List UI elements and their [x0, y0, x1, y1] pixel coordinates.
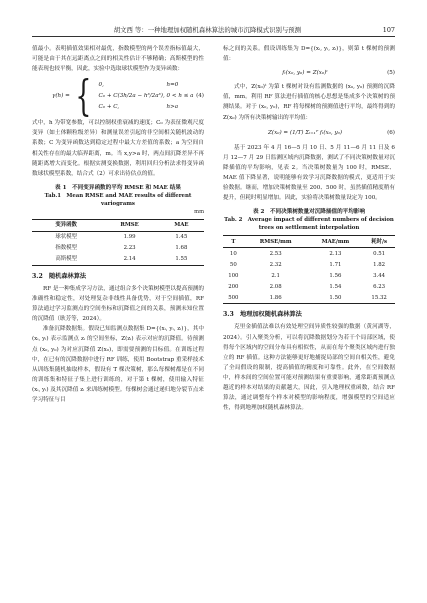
right-column [223, 44, 395, 413]
table-cell: 6.23 [373, 283, 386, 290]
table-cell: 50 [229, 261, 237, 268]
table-cell: 2.13 [329, 250, 342, 257]
table-cell: 1.99 [123, 234, 136, 241]
paragraph: 式中，Z(x₀)ᵗ 为第 t 棵树对设有监测数据的 (x₀, y₀) 预测的沉降值，mm。利用 RF 算法进行插值的核心思想是集成多个决策树的预测结果。对于 (x₀, y₀)，RF 将每棵树的预测值进行平均，最终得到的 Z(x₀) 为所有决策树输出的平均值： [223, 84, 395, 121]
table-cell: 2.23 [123, 245, 136, 252]
table-header-row [223, 236, 395, 248]
equation-4 [52, 71, 204, 121]
table-1-caption-en: Tab.1 Mean RMSE and MAE results of different variograms [44, 192, 192, 207]
table-header-cell: 耗时/s [371, 238, 387, 245]
table-1-caption-cn: 表 1 不同变异函数的平均 RMSE 和 MAE 结果 [55, 184, 181, 191]
table-row [223, 281, 395, 292]
table-row [32, 243, 204, 254]
table-cell: 1.71 [329, 261, 342, 268]
equation-5 [223, 68, 395, 78]
table-1 [32, 219, 204, 266]
table-row [32, 231, 204, 243]
page-number: 107 [382, 26, 395, 34]
case-cond: h=0 [166, 81, 179, 88]
table-cell: 指数模型 [55, 245, 77, 252]
section-heading: 3.2 随机森林算法 [32, 272, 87, 280]
table-header-row [32, 219, 204, 231]
table-cell: 500 [228, 294, 239, 301]
brace-glyph: { [75, 71, 92, 121]
table-cell: 1.54 [329, 283, 342, 290]
table-cell: 高斯模型 [55, 256, 77, 263]
equation-body: Z(x₀) = (1/T) Σₜ₌₁ᵀ fₜ(x₀, y₀) [268, 129, 343, 136]
table-cell: 1.45 [175, 234, 188, 241]
table-cell: 0.51 [373, 250, 386, 257]
table-cell: 10 [229, 250, 237, 257]
table-cell: 100 [228, 272, 239, 279]
case-cond: 0 < h ≤ a [166, 92, 194, 99]
table-cell: 2.32 [269, 261, 282, 268]
table-header-cell: MAE [174, 222, 189, 229]
table-cell: 2.1 [271, 272, 280, 279]
equation-cases [99, 80, 194, 113]
case-cond: h>a [166, 103, 179, 110]
table-row [223, 248, 395, 260]
table-2-caption-en: Tab. 2 Average impact of different numbers of decision trees on settlement interpolation [224, 217, 394, 232]
left-column [32, 44, 204, 405]
table-cell: 1.86 [269, 294, 282, 301]
paragraph: 基于 2023 年 4 月 16—5 月 10 日、5 月 11—6 月 11 日及 6 月 12—7 月 29 日监测区域内沉降数据，测试了不同决策树数量对沉降插值的平均影响，见表 2。当决策树数量为 100 时，RMSE、MAE 值下降显著，说明能够有效学习沉降数据的模式，更适用于实验数据。继而，增加决策树数量至 200、500 时，虽然插值精度稍有提升，但耗时明显增加。因此，实验将决策树数量设定为 100。 [223, 144, 395, 202]
equation-6 [223, 128, 395, 138]
section-heading: 3.3 地理加权随机森林算法 [223, 311, 302, 319]
paragraph: RF 是一种集成学习方法，通过组合多个决策树模型以提高预测的准确性和稳定性，对处理复杂非线性具备优势，对于空间插值，RF 算法通过学习监测点的空间坐标和沉降值之间的关系，预测未知位置的沉降值（耿芳等，2024）。 [32, 285, 204, 323]
table-cell: 2.14 [123, 256, 136, 263]
table-cell: 球状模型 [55, 234, 77, 241]
equation-number: (5) [387, 70, 395, 77]
table-cell: 2.08 [269, 283, 282, 290]
paragraph: 标之间的关系。假设训练集为 D={(xᵢ, yᵢ, zᵢ)}，则第 t 棵树的预测值： [223, 46, 395, 63]
paragraph: 准备沉降数据集。假设已知监测点数据集 D={(xᵢ, yᵢ, zᵢ)}，其中 (xᵢ, yᵢ) 表示监测点 zᵢ 的空间坐标，Z(zᵢ) 表示对应的沉降值。待预测点 (x₀, y₀) 为对应沉降值 Z(x₀)，即需要预测的目标值。在训练过程中，在已有的沉降数据中进行 RF 训练，使用 Bootstrap 重采样技术从训练集随机抽取样本，假设有 T 棵决策树，那么每棵树都是在不同的训练集和特征子集上进行训练的，对于第 t 棵树，使用输入特征 (xᵢ, yᵢ) 及其沉降值 zᵢ 来训练树模型。每棵树会通过递归地分裂节点来学习特征与目 [32, 326, 204, 403]
table-header-cell: MAE/mm [321, 238, 350, 245]
paragraph: 克里金插值法难以有效处理空间异质性较强的数据（黄河湖等，2024）。引入聚类分析，可以将沉降数据划分为若干个局部区域，使得每个区域内的空间分布具有相似性，从而在每个聚类区域内进行独立的 RF 插值。这种方法能够更好地捕捉局部的空间自相关性，避免了全局假设的限制，提高插值的精度和可靠性。此外，在空间数据中，样本间的空间位置可能对预测结果有重要影响，通常距离预测点越近的样本对结果的贡献越大，因此，引入地理权重函数，结合 RF 算法，通过调整每个样本对模型的影响程度，增强模型的空间适应性，得到地理加权随机森林算法。 [223, 324, 395, 412]
paragraph: 式中，h 为带宽参数，可以控制权重衰减的速度；C₀ 为表征微观尺度变异（如土体颗粒级差异）和测量误差引起的非空间相关随机波动的系数；C 为变异函数达到稳定过程中最大方差值的系数；a 为空间自相关性存在的最大临界距离，m。当 x,y>a 时，两点间沉降差异不再随距离增大而变化。根据实测变换数据，利用回归分析法求得变异函数球状模型系数，结合式（2）可求出待估点的值。 [32, 120, 204, 177]
table-cell: 200 [228, 283, 239, 290]
table-row [223, 270, 395, 281]
header-title: 胡文西 等：一种地理加权随机森林算法的城市沉降模式识别与预测 [113, 26, 302, 34]
table-cell: 1.55 [175, 256, 188, 263]
table-header-cell: RMSE [120, 222, 139, 229]
table-cell: 15.32 [371, 294, 387, 301]
table-header-cell: T [231, 238, 236, 245]
equation-number: (6) [387, 129, 395, 136]
table-header-cell: 变异函数 [55, 222, 77, 229]
table-cell: 2.53 [269, 250, 282, 257]
table-row [223, 292, 395, 304]
table-row [223, 259, 395, 270]
case-expr: C₀ + C, [98, 103, 120, 110]
case-expr: C₀ + C(3h/2a − h³/2a³), [98, 92, 165, 99]
table-2 [223, 235, 395, 304]
equation-body: fₜ(x₀, y₀) = Z(x₀)ᵗ [282, 70, 328, 77]
table-cell: 3.44 [373, 272, 386, 279]
running-header [32, 20, 395, 37]
equation-number: (4) [196, 93, 204, 100]
table-1-unit: mm [194, 208, 204, 215]
table-2-caption-cn: 表 2 不同决策树数量对沉降插值的平均影响 [252, 209, 366, 216]
table-cell: 1.56 [329, 272, 342, 279]
table-cell: 1.82 [373, 261, 386, 268]
case-expr: 0, [98, 81, 104, 88]
table-header-cell: RMSE/mm [259, 238, 292, 245]
table-cell: 1.68 [175, 245, 188, 252]
equation-lhs: γ(h) = [52, 93, 70, 100]
paragraph: 值最小。表明插值效果相对最优，指数模型的两个误差指标值最大，可能是由于其在远距离点之间的相关性估计不够精确；高斯模型的性能表现也较平衡，因此，实验中选取球状模型作为变异函数： [32, 46, 204, 73]
table-row [32, 254, 204, 266]
table-cell: 1.50 [329, 294, 342, 301]
